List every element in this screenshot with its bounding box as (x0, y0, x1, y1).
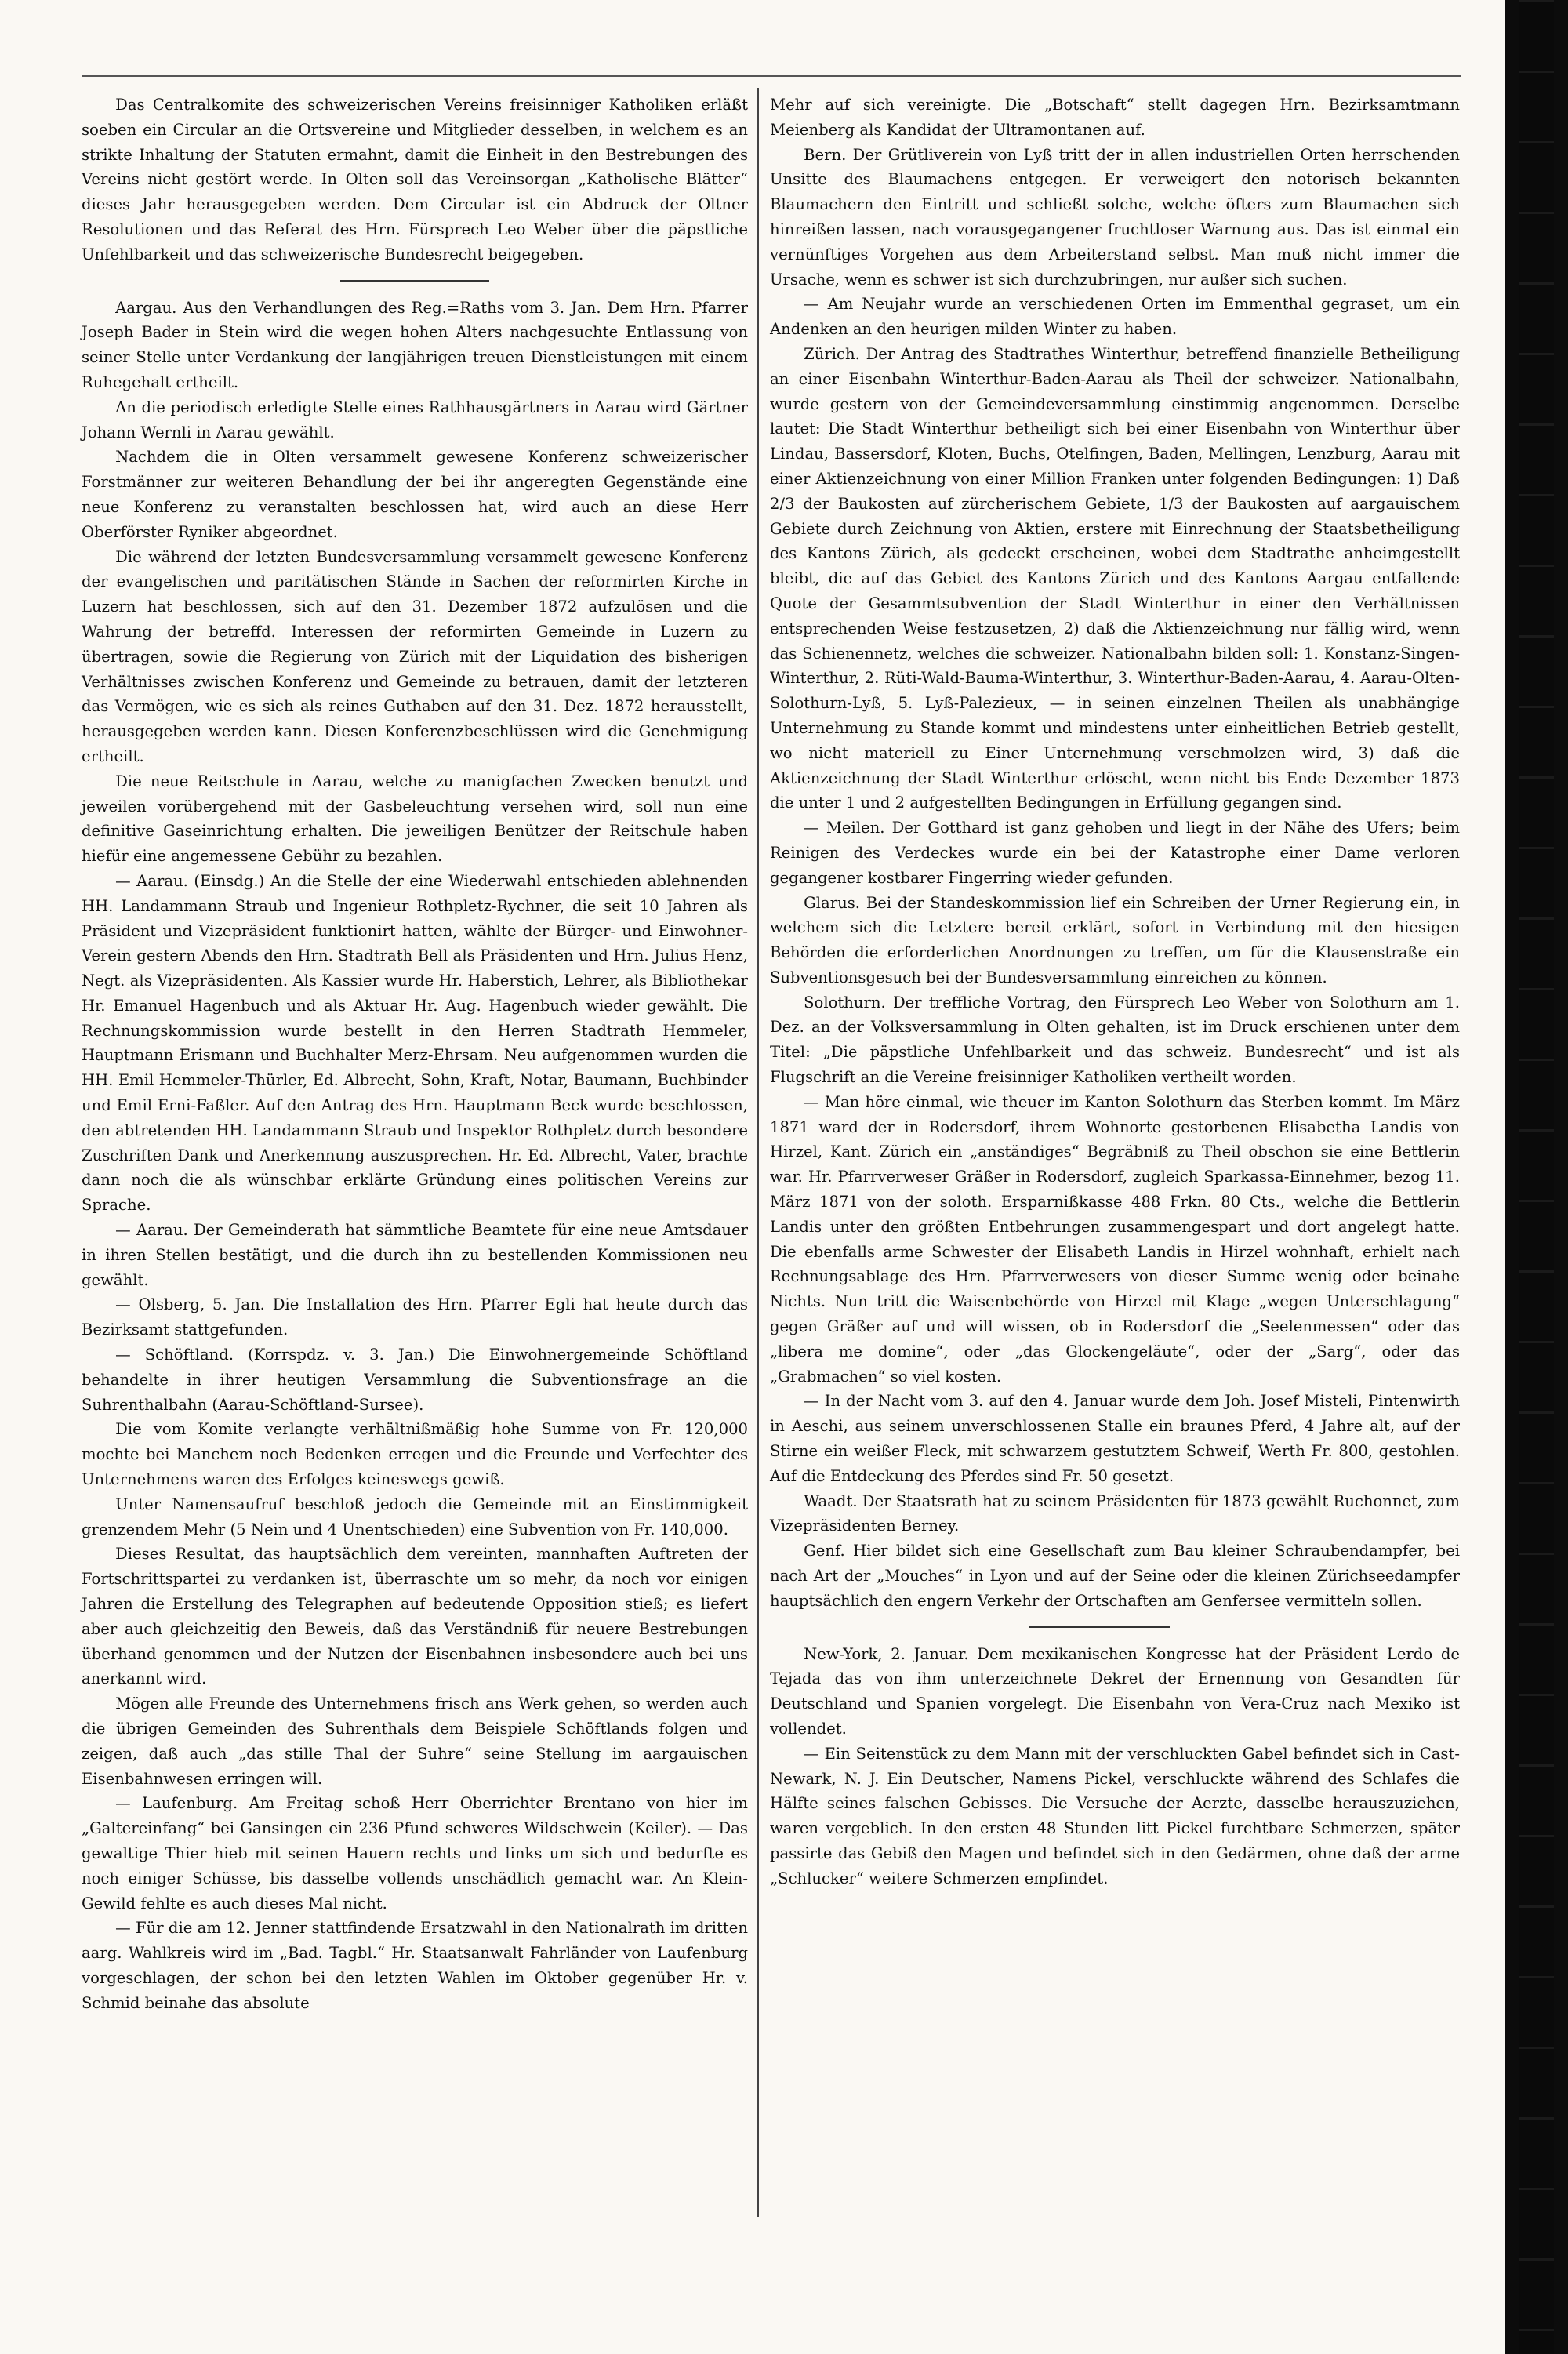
article-solothurn: Solothurn. Der treffliche Vortrag, den Fürsprech Leo Weber von Solothurn am 1. Dez. an der Volksversammlung in Olten gehalten, ist im Druck erschienen unter dem Titel: „Die päpstliche Unfehlbarkeit und das schweiz. Bundesrecht“ und ist als Flugschrift an die Vereine freisinniger Katholiken vertheilt worden. (770, 993, 1460, 1087)
article-solothurn-pferd: — In der Nacht vom 3. auf den 4. Januar wurde dem Joh. Josef Misteli, Pintenwirth in Aeschi, aus seinem unverschlossenen Stalle ein braunes Pferd, 4 Jahre alt, auf der Stirne ein weißer Fleck, mit schwarzem gestutztem Schweif, Werth Fr. 800, gestohlen. Auf die Entdeckung des Pferdes sind Fr. 50 gesetzt. (770, 1392, 1460, 1485)
article-laufenburg: — Laufenburg. Am Freitag schoß Herr Oberrichter Brentano von hier im „Galtereinfang“ bei Gansingen ein 236 Pfund schweres Wildschwein (Keiler). — Das gewaltige Thier hieb mit seinen Hauern rechts und links um sich und bedurfte es noch einiger Schüsse, bis dasselbe vollends unschädlich gemacht war. An Klein-Gewild fehlte es auch dieses Mal nicht. (82, 1794, 748, 1913)
article-schoeftland-result: Dieses Resultat, das hauptsächlich dem vereinten, mannhaften Auftreten der Fortschrittspartei zu verdanken ist, überraschte um so mehr, da noch vor einigen Jahren die Erstellung des Telegraphen auf bedeutende Opposition stieß; es liefert aber auch gleichzeitig den Beweis, daß das Verständniß für neuere Bestrebungen überhand genommen und der Nutzen der Eisenbahnen insbesondere auch bei uns anerkannt wird. (82, 1545, 748, 1688)
left-column (82, 93, 748, 2016)
article-nationalrath-cont: Mehr auf sich vereinigte. Die „Botschaft“ stellt dagegen Hrn. Bezirksamtmann Meienberg als Kandidat der Ultramontanen auf. (770, 96, 1460, 139)
article-nationalrath: — Für die am 12. Jenner stattfindende Ersatzwahl in den Nationalrath im dritten aarg. Wahlkreis wird im „Bad. Tagbl.“ Hr. Staatsanwalt Fahrländer von Laufenburg vorgeschlagen, der schon bei den letzten Wahlen im Oktober gegenüber Hr. v. Schmid beinahe das absolute (82, 1919, 748, 2012)
section-separator-right (770, 1614, 1460, 1642)
article-waadt: Waadt. Der Staatsrath hat zu seinem Präsidenten für 1873 gewählt Ruchonnet, zum Vizepräsidenten Berney. (770, 1491, 1460, 1535)
article-aargau-gardener: An die periodisch erledigte Stelle eines Rathhausgärtners in Aarau wird Gärtner Johann Wernli in Aarau gewählt. (82, 398, 748, 441)
right-column (770, 93, 1460, 1891)
article-schoeftland: — Schöftland. (Korrspdz. v. 3. Jan.) Die Einwohnergemeinde Schöftland behandelte in ihrer heutigen Versammlung die Subventionsfrage an die Suhrenthalbahn (Aarau-Schöftland-Sursee). (82, 1346, 748, 1414)
article-schoeftland-vote: Unter Namensaufruf beschloß jedoch die Gemeinde mit an Einstimmigkeit grenzendem Mehr (5 Nein und 4 Unentschieden) eine Subvention von Fr. 140,000. (82, 1495, 748, 1538)
article-emmenthal: — Am Neujahr wurde an verschiedenen Orten im Emmenthal gegraset, um ein Andenken an den heurigen milden Winter zu haben. (770, 295, 1460, 339)
article-aarau-gemeinderath: — Aarau. Der Gemeinderath hat sämmtliche Beamtete für eine neue Amtsdauer in ihren Stellen bestätigt, und die durch ihn zu bestellenden Kommissionen neu gewählt. (82, 1221, 748, 1289)
article-newark: — Ein Seitenstück zu dem Mann mit der verschluckten Gabel befindet sich in Cast-Newark, N. J. Ein Deutscher, Namens Pickel, verschluckte während des Schlafes die Hälfte seines falschen Gebisses. Die Versuche der Aerzte, dasselbe herauszuziehen, waren vergeblich. In den ersten 48 Stunden litt Pickel furchtbare Schmerzen, später passirte das Gebiß den Magen und befindet sich in den Gedärmen, ohne daß der arme „Schlucker“ weitere Schmerzen empfindet. (770, 1744, 1460, 1887)
article-bern: Bern. Der Grütliverein von Lyß tritt der in allen industriellen Orten herrschenden Unsitte des Blaumachens entgegen. Er verweigert den notorisch bekannten Blaumachern den Eintritt und schließt solche, welche öfters zum Blaumachen sich hinreißen lassen, nach vorausgegangener fruchtloser Warnung aus. Das ist einmal ein vernünftiges Vorgehen aus dem Arbeiterstand selbst. Man muß nicht immer die Ursache, wenn es schwer ist sich durchzubringen, nur außer sich suchen. (770, 145, 1460, 289)
article-schoeftland-sum: Die vom Komite verlangte verhältnißmäßig hohe Summe von Fr. 120,000 mochte bei Manchem noch Bedenken erregen und die Freunde und Verfechter des Unternehmens waren des Erfolges keineswegs gewiß. (82, 1420, 748, 1489)
article-genf: Genf. Hier bildet sich eine Gesellschaft zum Bau kleiner Schraubendampfer, bei nach Art der „Mouches“ in Lyon und auf der Seine oder die kleinen Zürichseedampfer hauptsächlich den engern Verkehr der Ortschaften am Genfersee vermitteln sollen. (770, 1542, 1460, 1610)
column-divider (757, 88, 759, 2217)
article-zuerich: Zürich. Der Antrag des Stadtrathes Winterthur, betreffend finanzielle Betheiligung an einer Eisenbahn Winterthur-Baden-Aarau als Theil der schweizer. Nationalbahn, wurde gestern von der Gemeindeversammlung einstimmig angenommen. Derselbe lautet: Die Stadt Winterthur betheiligt sich bei einer Eisenbahn von Winterthur über Lindau, Bassersdorf, Kloten, Buchs, Otelfingen, Baden, Mellingen, Lenzburg, Aarau mit einer Aktienzeichnung von einer Million Franken unter folgenden Bedingungen: 1) Daß 2/3 der Baukosten auf zürcherischem Gebiete, 1/3 der Baukosten auf aargauischem Gebiete durch Zeichnung von Aktien, erstere mit Einrechnung der Staatsbetheiligung des Kantons Zürich, als gedeckt erscheinen, wobei dem Stadtrathe anheimgestellt bleibt, die auf das Gebiet des Kantons Zürich und des Kantons Aargau entfallende Quote der Gesammtsubvention der Stadt Winterthur in einer den Verhältnissen entsprechenden Weise festzusetzen, 2) daß die Aktienzeichnung nur fällig wird, wenn das Schienennetz, welches die schweizer. Nationalbahn bilden soll: 1. Konstanz-Singen-Winterthur, 2. Rüti-Wald-Bauma-Winterthur, 3. Winterthur-Baden-Aarau, 4. Aarau-Olten-Solothurn-Lyß, 5. Lyß-Palezieux, — in seinen einzelnen Theilen als unabhängige Unternehmung zu Stande kommt und mindestens unter einheitlichen Betrieb gestellt, wo nicht materiell zu Einer Unternehmung verschmolzen wird, 3) daß die Aktienzeichnung der Stadt Winterthur erlöscht, wenn nicht bis Ende Dezember 1873 die unter 1 und 2 aufgestellten Bedingungen in Erfüllung gegangen sind. (770, 344, 1460, 812)
article-new-york: New-York, 2. Januar. Dem mexikanischen Kongresse hat der Präsident Lerdo de Tejada das von ihm unterzeichnete Dekret der Ernennung von Gesandten für Deutschland und Spanien vorgelegt. Die Eisenbahn von Vera-Cruz nach Mexiko ist vollendet. (770, 1644, 1460, 1738)
article-schoeftland-appeal: Mögen alle Freunde des Unternehmens frisch ans Werk gehen, so werden auch die übrigen Gemeinden des Suhrenthals dem Beispiele Schöftlands folgen und zeigen, daß auch „das stille Thal der Suhre“ seine Stellung im aargauischen Eisenbahnwesen erringen will. (82, 1695, 748, 1788)
article-aargau-regrat: Aargau. Aus den Verhandlungen des Reg.=Raths vom 3. Jan. Dem Hrn. Pfarrer Joseph Bader in Stein wird die wegen hohen Alters nachgesuchte Entlassung von seiner Stelle unter Verdankung der langjährigen treuen Dienstleistungen mit einem Ruhegehalt ertheilt. (82, 298, 748, 391)
article-glarus: Glarus. Bei der Standeskommission lief ein Schreiben der Urner Regierung ein, in welchem sich die Letztere bereit erklärt, sofort in Verbindung mit den hiesigen Behörden die erforderlichen Anordnungen zu treffen, um für die Klausenstraße ein Subventionsgesuch bei der Bundesversammlung einreichen zu können. (770, 893, 1460, 986)
article-aarau-verein: — Aarau. (Einsdg.) An die Stelle der eine Wiederwahl entschieden ablehnenden HH. Landammann Straub und Ingenieur Rothpletz-Rychner, die seit 10 Jahren als Präsident und Vizepräsident funktionirt hatten, wählte der Bürger- und Einwohner-Verein gestern Abends den Hrn. Stadtrath Bell als Präsidenten und Hrn. Julius Henz, Negt. als Vizepräsidenten. Als Kassier wurde Hr. Haberstich, Lehrer, als Bibliothekar Hr. Emanuel Hagenbuch und als Aktuar Hr. Aug. Hagenbuch wieder gewählt. Die Rechnungskommission wurde bestellt in den Herren Stadtrath Hemmeler, Hauptmann Erismann und Buchhalter Merz-Ehrsam. Neu aufgenommen wurden die HH. Emil Hemmeler-Thürler, Ed. Albrecht, Sohn, Kraft, Notar, Baumann, Buchbinder und Emil Erni-Faßler. Auf den Antrag des Hrn. Hauptmann Beck wurde beschlossen, den abtretenden HH. Landammann Straub und Inspektor Rothpletz durch besondere Zuschriften Dank und Anerkennung auszusprechen. Hr. Ed. Albrecht, Vater, brachte dann noch die als wünschbar erklärte Gründung eines politischen Vereins zur Sprache. (82, 871, 748, 1215)
article-aargau-forestry: Nachdem die in Olten versammelt gewesene Konferenz schweizerischer Forstmänner zur weiteren Behandlung der bei ihr angeregten Gegenstände eine neue Konferenz zu veranstalten beschlossen hat, wird auch an diese Herr Oberförster Ryniker abgeordnet. (82, 448, 748, 541)
article-aargau-reitschule: Die neue Reitschule in Aarau, welche zu manigfachen Zwecken benutzt und jeweilen vorübergehend mit der Gasbeleuchtung versehen wird, soll nun eine definitive Gaseinrichtung erhalten. Die jeweiligen Benützer der Reitschule haben hiefür eine angemessene Gebühr zu bezahlen. (82, 772, 748, 866)
article-solothurn-sterben: — Man höre einmal, wie theuer im Kanton Solothurn das Sterben kommt. Im März 1871 ward der in Rodersdorf, ihrem Wohnorte gestorbenen Elisabetha Landis von Hirzel, Kant. Zürich ein „anständiges“ Begräbniß zu Theil obschon sie eine Bettlerin war. Hr. Pfarrverweser Gräßer in Rodersdorf, zugleich Sparkassa-Einnehmer, bezog 11. März 1871 von der soloth. Ersparnißkasse 488 Frkn. 80 Cts., welche die Bettlerin Landis unter den größten Entbehrungen zusammengespart und dort angelegt hatte. Die ebenfalls arme Schwester der Elisabeth Landis in Hirzel wohnhaft, erhielt nach Rechnungsablage des Hrn. Pfarrverwesers von dieser Summe wenig oder beinahe Nichts. Nun tritt die Waisenbehörde von Hirzel mit Klage „wegen Unterschlagung“ gegen Gräßer auf und will wissen, ob in Rodersdorf die „Seelenmessen“ oder das „libera me domine“, oder „das Glockengeläute“, oder der „Sarg“, oder das „Grabmachen“ so viel kosten. (770, 1092, 1460, 1386)
article-olsberg: — Olsberg, 5. Jan. Die Installation des Hrn. Pfarrer Egli hat heute durch das Bezirksamt stattgefunden. (82, 1295, 748, 1339)
top-rule (82, 75, 1461, 77)
article-catholics-circular: Das Centralkomite des schweizerischen Vereins freisinniger Katholiken erläßt soeben ein Circular an die Ortsvereine und Mitglieder desselben, in welchem es an strikte Inhaltung der Statuten ermahnt, damit die Einheit in den Bestrebungen des Vereins nicht gestört werde. In Olten soll das Vereinsorgan „Katholische Blätter“ dieses Jahr herausgegeben werden. Dem Circular ist ein Abdruck der Oltner Resolutionen und das Referat des Hrn. Fürsprech Leo Weber über die päpstliche Unfehlbarkeit und das schweizerische Bundesrecht beigegeben. (82, 96, 748, 263)
scan-border (1505, 0, 1568, 2354)
article-aargau-conference: Die während der letzten Bundesversammlung versammelt gewesene Konferenz der evangelischen und paritätischen Stände in Sachen der reformirten Kirche in Luzern hat beschlossen, sich auf den 31. Dezember 1872 aufzulösen und die Wahrung der betreffd. Interessen der reformirten Gemeinde in Luzern zu übertragen, sowie die Regierung von Zürich mit der Liquidation des bisherigen Verhältnisses zwischen Konferenz und Gemeinde zu betrauen, damit der letzteren das Vermögen, wie es sich als reines Guthaben auf den 31. Dez. 1872 herausstellt, herausgegeben werden kann. Diesen Konferenzbeschlüssen wird die Genehmigung ertheilt. (82, 547, 748, 765)
section-separator (82, 267, 748, 296)
article-meilen: — Meilen. Der Gotthard ist ganz gehoben und liegt in der Nähe des Ufers; beim Reinigen des Verdeckes wurde ein bei der Katastrophe einer Dame verloren gegangener kostbarer Fingerring wieder gefunden. (770, 819, 1460, 887)
